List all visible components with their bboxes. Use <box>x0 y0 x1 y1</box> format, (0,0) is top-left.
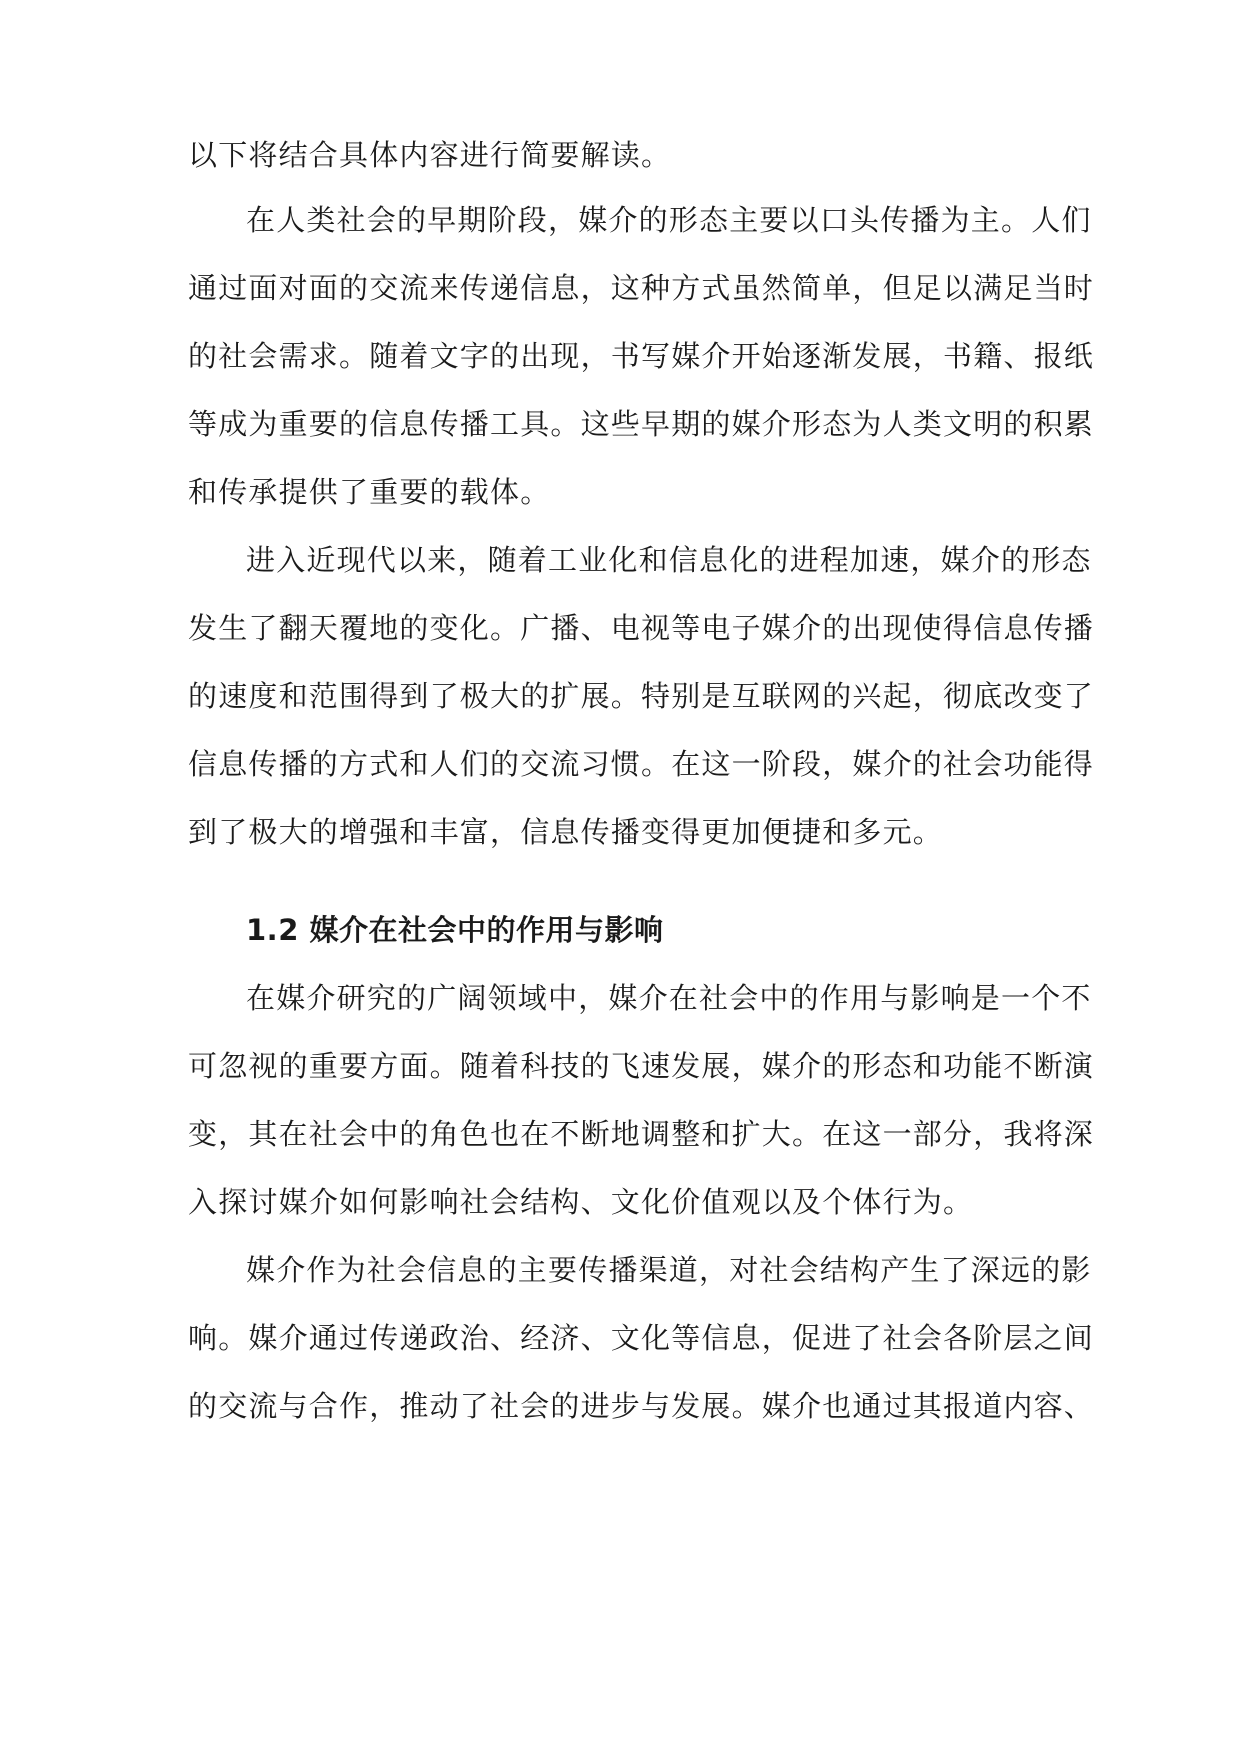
text-line: 可忽视的重要方面。随着科技的飞速发展，媒介的形态和功能不断演 <box>188 1049 1095 1083</box>
text-line: 通过面对面的交流来传递信息，这种方式虽然简单，但足以满足当时 <box>188 271 1095 305</box>
text-line: 的社会需求。随着文字的出现，书写媒介开始逐渐发展，书籍、报纸 <box>188 339 1095 373</box>
text-line: 的速度和范围得到了极大的扩展。特别是互联网的兴起，彻底改变了 <box>188 679 1095 713</box>
text-line: 和传承提供了重要的载体。 <box>188 475 551 509</box>
text-line: 到了极大的增强和丰富，信息传播变得更加便捷和多元。 <box>188 815 944 849</box>
text-line: 入探讨媒介如何影响社会结构、文化价值观以及个体行为。 <box>188 1185 974 1219</box>
text-line: 等成为重要的信息传播工具。这些早期的媒介形态为人类文明的积累 <box>188 407 1095 441</box>
text-line: 以下将结合具体内容进行简要解读。 <box>188 138 672 172</box>
text-line: 的交流与合作，推动了社会的进步与发展。媒介也通过其报道内容、 <box>188 1389 1095 1423</box>
text-line: 变，其在社会中的角色也在不断地调整和扩大。在这一部分，我将深 <box>188 1117 1095 1151</box>
section-heading: 1.2 媒介在社会中的作用与影响 <box>246 913 664 947</box>
paragraph-first-line: 媒介作为社会信息的主要传播渠道，对社会结构产生了深远的影 <box>246 1253 1092 1287</box>
paragraph-first-line: 进入近现代以来，随着工业化和信息化的进程加速，媒介的形态 <box>246 543 1092 577</box>
text-line: 响。媒介通过传递政治、经济、文化等信息，促进了社会各阶层之间 <box>188 1321 1095 1355</box>
paragraph-first-line: 在人类社会的早期阶段，媒介的形态主要以口头传播为主。人们 <box>246 203 1092 237</box>
text-line: 信息传播的方式和人们的交流习惯。在这一阶段，媒介的社会功能得 <box>188 747 1095 781</box>
text-line: 发生了翻天覆地的变化。广播、电视等电子媒介的出现使得信息传播 <box>188 611 1095 645</box>
paragraph-first-line: 在媒介研究的广阔领域中，媒介在社会中的作用与影响是一个不 <box>246 981 1092 1015</box>
